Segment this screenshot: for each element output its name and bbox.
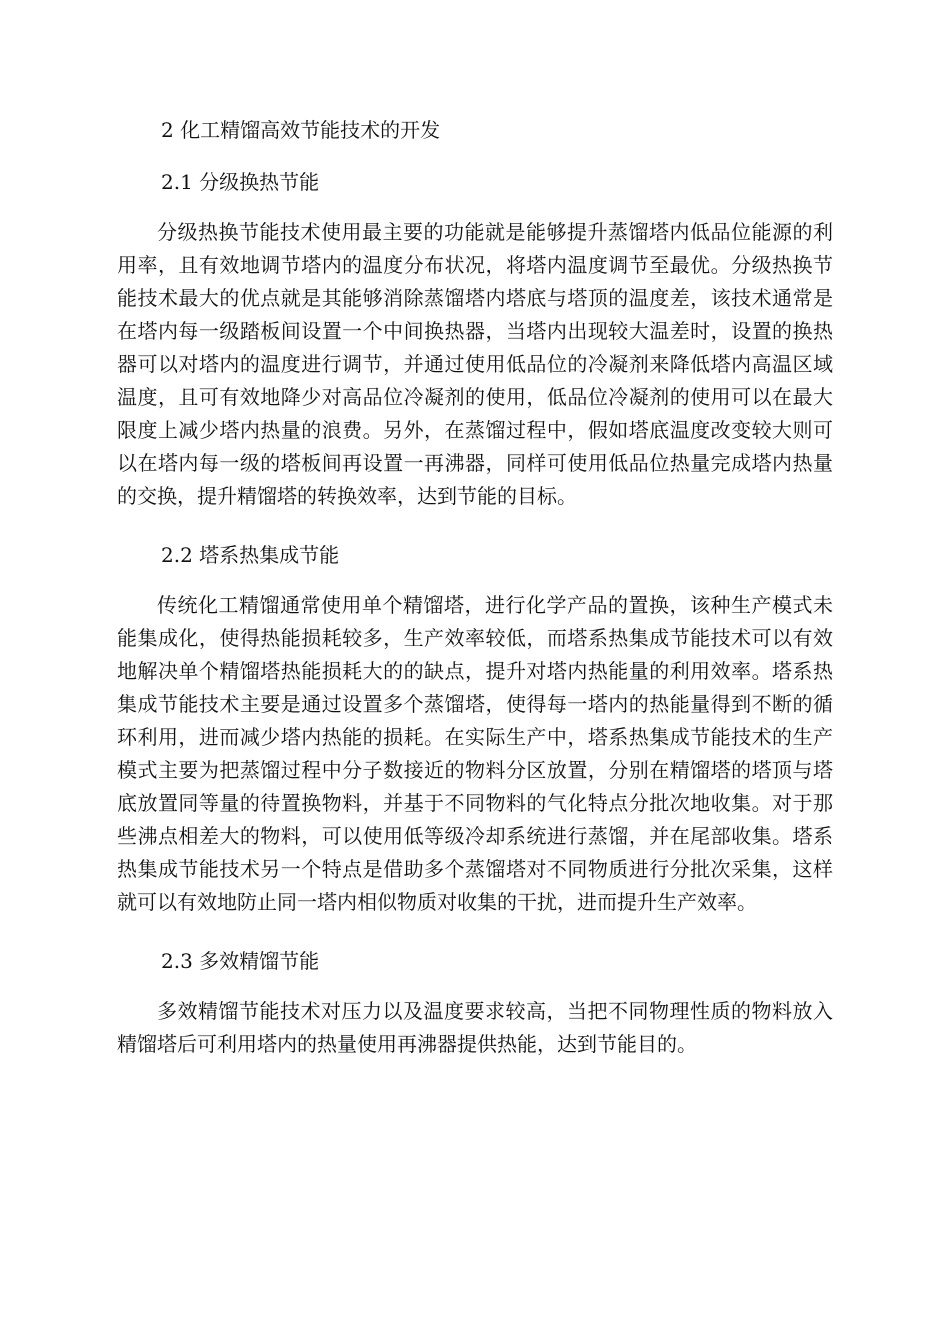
section-heading-2-1: 2.1 分级换热节能: [161, 170, 320, 194]
chapter-heading: 2 化工精馏高效节能技术的开发: [161, 118, 441, 142]
section-heading-2-2: 2.2 塔系热集成节能: [161, 543, 340, 567]
section-paragraph-2-1: 分级热换节能技术使用最主要的功能就是能够提升蒸馏塔内低品位能源的利用率，且有效地调节塔内的温度分布状况，将塔内温度调节至最优。分级热换节能技术最大的优点就是其能够消除蒸馏塔内塔底与塔顶的温度差，该技术通常是在塔内每一级踏板间设置一个中间换热器，当塔内出现较大温差时，设置的换热器可以对塔内的温度进行调节，并通过使用低品位的冷凝剂来降低塔内高温区域温度，且可有效地降少对高品位冷凝剂的使用，低品位冷凝剂的使用可以在最大限度上减少塔内热量的浪费。另外，在蒸馏过程中，假如塔底温度改变较大则可以在塔内每一级的塔板间再设置一再沸器，同样可使用低品位热量完成塔内热量的交换，提升精馏塔的转换效率，达到节能的目标。: [117, 220, 833, 508]
section-paragraph-2-2: 传统化工精馏通常使用单个精馏塔，进行化学产品的置换，该种生产模式未能集成化，使得热能损耗较多，生产效率较低，而塔系热集成节能技术可以有效地解决单个精馏塔热能损耗大的的缺点，提升对塔内热能量的利用效率。塔系热集成节能技术主要是通过设置多个蒸馏塔，使得每一塔内的热能量得到不断的循环利用，进而减少塔内热能的损耗。在实际生产中，塔系热集成节能技术的生产模式主要为把蒸馏过程中分子数接近的物料分区放置，分别在精馏塔的塔顶与塔底放置同等量的待置换物料，并基于不同物料的气化特点分批次地收集。对于那些沸点相差大的物料，可以使用低等级冷却系统进行蒸馏，并在尾部收集。塔系热集成节能技术另一个特点是借助多个蒸馏塔对不同物质进行分批次采集，这样就可以有效地防止同一塔内相似物质对收集的干扰，进而提升生产效率。: [117, 593, 833, 914]
section-paragraph-2-3: 多效精馏节能技术对压力以及温度要求较高，当把不同物理性质的物料放入精馏塔后可利用塔内的热量使用再沸器提供热能，达到节能目的。: [117, 999, 833, 1056]
section-heading-2-3: 2.3 多效精馏节能: [161, 949, 320, 973]
document-body: [117, 112, 833, 1085]
